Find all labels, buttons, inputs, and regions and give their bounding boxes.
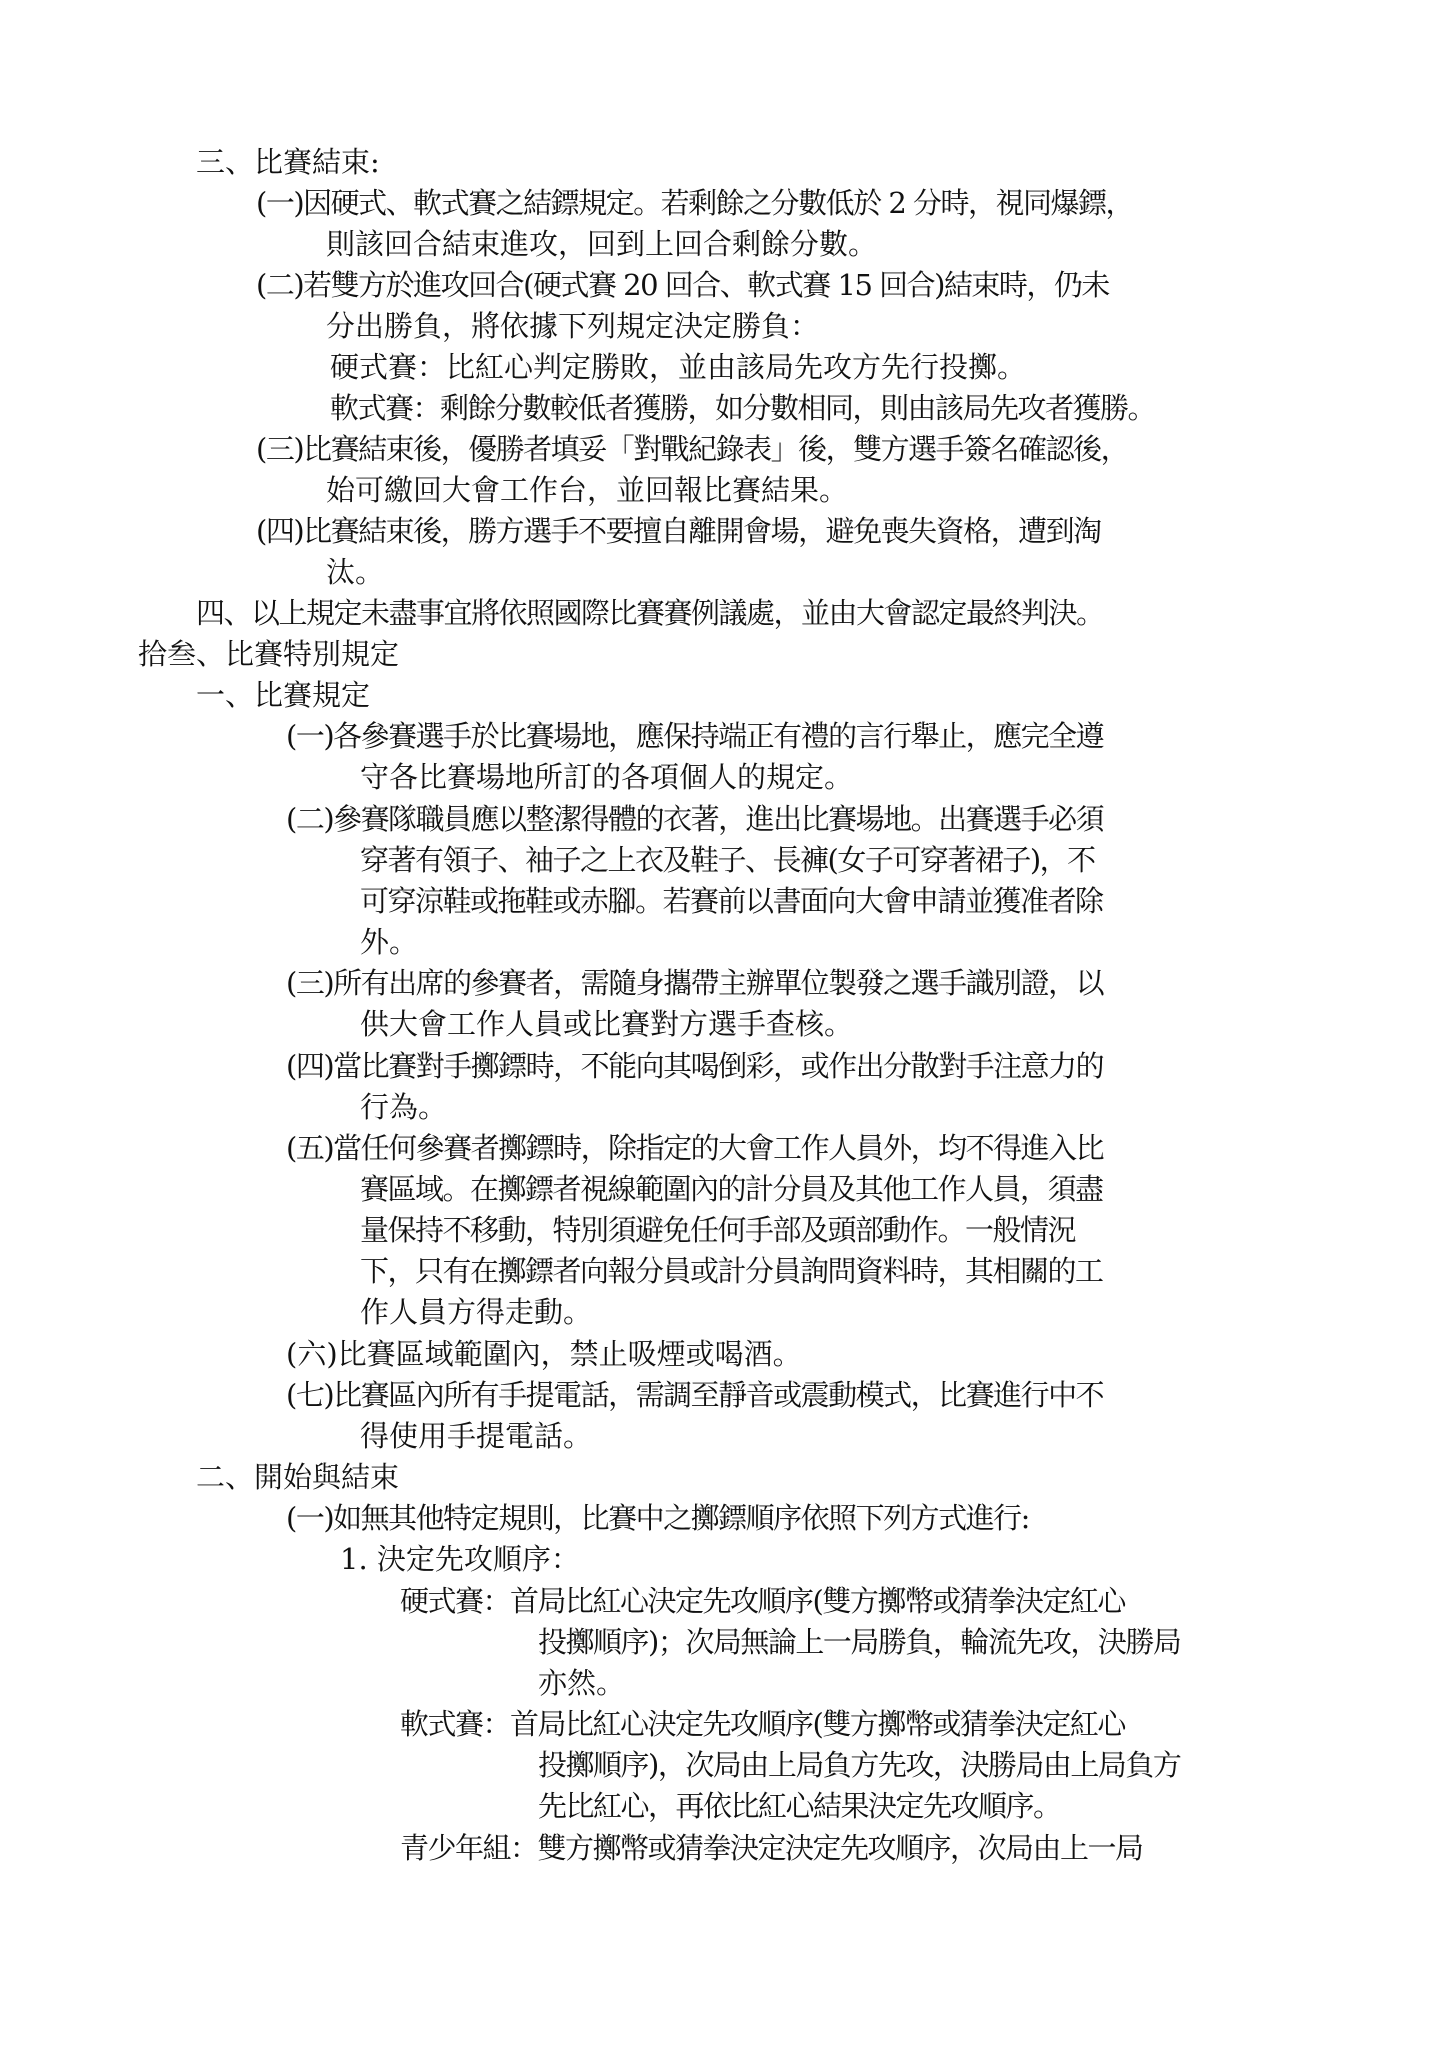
rule-1-5-line-1: (五)當任何參賽者擲鏢時，除指定的大會工作人員外，均不得進入比 xyxy=(286,1131,1104,1165)
rule-1-1-line-1: (一)各參賽選手於比賽場地，應保持端正有禮的言行舉止，應完全遵 xyxy=(286,719,1104,753)
rule-1-5-line-3: 量保持不移動，特別須避免任何手部及頭部動作。一般情況 xyxy=(360,1213,1076,1247)
rule-1-2-line-3: 可穿涼鞋或拖鞋或赤腳。若賽前以書面向大會申請並獲准者除 xyxy=(360,884,1103,918)
hard-order-line-1: 硬式賽：首局比紅心決定先攻順序(雙方擲幣或猜拳決定紅心 xyxy=(400,1584,1125,1618)
hard-order-line-2: 投擲順序)；次局無論上一局勝負，輪流先攻，決勝局 xyxy=(538,1625,1181,1659)
rule-1-4-line-1: (四)當比賽對手擲鏢時，不能向其喝倒彩，或作出分散對手注意力的 xyxy=(286,1049,1104,1083)
soft-order-line-3: 先比紅心，再依比紅心結果決定先攻順序。 xyxy=(538,1789,1061,1823)
rule-2-1-line-1: (一)如無其他特定規則，比賽中之擲鏢順序依照下列方式進行: xyxy=(286,1501,1029,1535)
item-3-3-line-1: (三)比賽結束後，優勝者填妥「對戰紀錄表」後，雙方選手簽名確認後， xyxy=(256,432,1129,466)
item-3-3-line-2: 始可繳回大會工作台，並回報比賽結果。 xyxy=(326,473,849,507)
item-3-4-line-2: 汰。 xyxy=(326,555,385,589)
rule-1-2-line-1: (二)參賽隊職員應以整潔得體的衣著，進出比賽場地。出賽選手必須 xyxy=(286,802,1104,836)
section-2-heading: 二、開始與結束 xyxy=(196,1460,400,1494)
rule-1-2-line-4: 外。 xyxy=(360,925,419,959)
item-3-1-line-1: (一)因硬式、軟式賽之結鏢規定。若剩餘之分數低於 2 分時，視同爆鏢， xyxy=(256,186,1134,220)
rule-1-7-line-2: 得使用手提電話。 xyxy=(360,1419,593,1453)
item-3-2-soft-rule: 軟式賽：剩餘分數較低者獲勝，如分數相同，則由該局先攻者獲勝。 xyxy=(330,391,1156,425)
section-4-paragraph: 四、以上規定未盡事宜將依照國際比賽賽例議處，並由大會認定最終判決。 xyxy=(196,596,1104,630)
rule-1-7-line-1: (七)比賽區內所有手提電話，需調至靜音或震動模式，比賽進行中不 xyxy=(286,1378,1104,1412)
item-3-2-hard-rule: 硬式賽：比紅心判定勝敗，並由該局先攻方先行投擲。 xyxy=(330,350,1027,384)
youth-order-line-1: 青少年組：雙方擲幣或猜拳決定決定先攻順序，次局由上一局 xyxy=(400,1831,1143,1865)
section-1-heading: 一、比賽規定 xyxy=(196,678,371,712)
rule-1-4-line-2: 行為。 xyxy=(360,1090,448,1124)
rule-1-6-line-1: (六)比賽區域範圍內，禁止吸煙或喝酒。 xyxy=(286,1337,802,1371)
section-3-heading: 三、比賽結束: xyxy=(196,145,380,179)
soft-order-line-1: 軟式賽：首局比紅心決定先攻順序(雙方擲幣或猜拳決定紅心 xyxy=(400,1707,1125,1741)
hard-order-line-3: 亦然。 xyxy=(538,1666,626,1700)
rule-1-2-line-2: 穿著有領子、袖子之上衣及鞋子、長褲(女子可穿著裙子)，不 xyxy=(360,843,1095,877)
chapter-13-heading: 拾叁、比賽特別規定 xyxy=(138,637,400,671)
rule-1-1-line-2: 守各比賽場地所訂的各項個人的規定。 xyxy=(360,760,854,794)
rule-1-5-line-2: 賽區域。在擲鏢者視線範圍內的計分員及其他工作人員，須盡 xyxy=(360,1172,1103,1206)
rule-1-5-line-4: 下，只有在擲鏢者向報分員或計分員詢問資料時，其相關的工 xyxy=(360,1254,1103,1288)
rule-1-3-line-1: (三)所有出席的參賽者，需隨身攜帶主辦單位製發之選手識別證，以 xyxy=(286,966,1104,1000)
rule-1-5-line-5: 作人員方得走動。 xyxy=(360,1295,593,1329)
item-3-2-line-1: (二)若雙方於進攻回合(硬式賽 20 回合、軟式賽 15 回合)結束時，仍未 xyxy=(256,268,1109,302)
rule-1-3-line-2: 供大會工作人員或比賽對方選手查核。 xyxy=(360,1007,854,1041)
soft-order-line-2: 投擲順序)，次局由上局負方先攻，決勝局由上局負方 xyxy=(538,1748,1181,1782)
item-3-4-line-1: (四)比賽結束後，勝方選手不要擅自離開會場，避免喪失資格，遭到淘 xyxy=(256,514,1101,548)
item-3-1-line-2: 則該回合結束進攻，回到上回合剩餘分數。 xyxy=(326,227,878,261)
rule-2-1-item-1: 1. 決定先攻順序： xyxy=(340,1542,580,1576)
item-3-2-line-2: 分出勝負，將依據下列規定決定勝負： xyxy=(326,309,820,343)
